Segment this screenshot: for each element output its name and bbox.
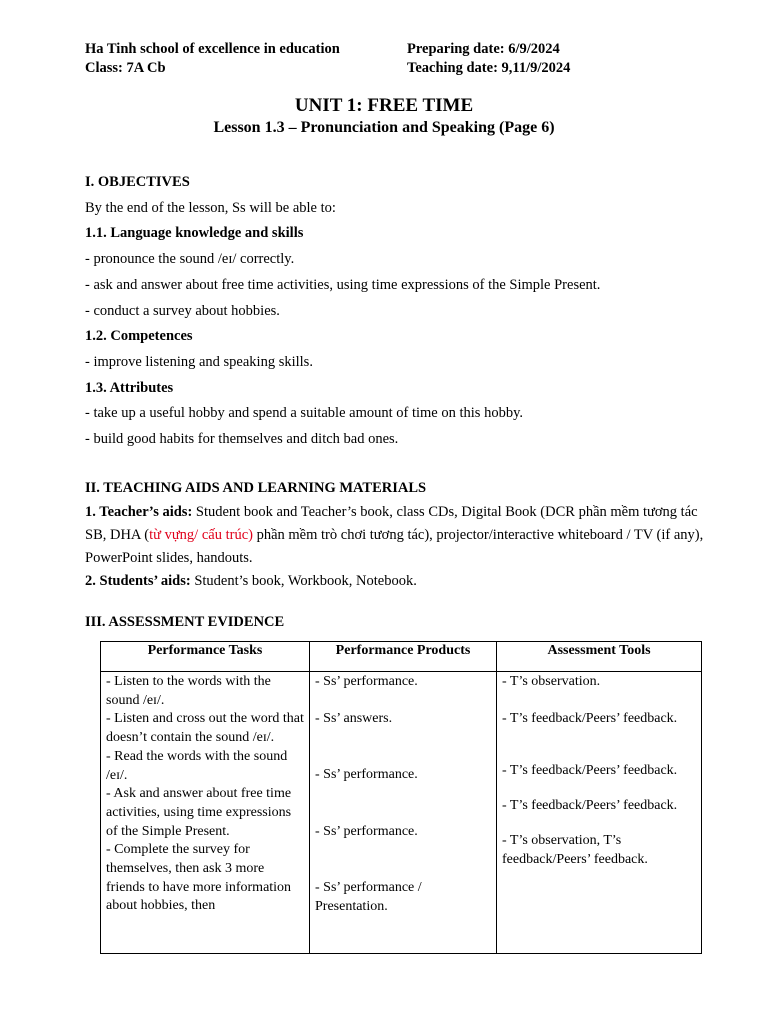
tasks-cell bbox=[101, 672, 310, 954]
objectives-heading: I. OBJECTIVES bbox=[85, 174, 190, 190]
product-item: - Ss’ performance / Presentation. bbox=[315, 879, 422, 914]
assessment-heading: III. ASSESSMENT EVIDENCE bbox=[85, 614, 285, 631]
tool-item: - T’s feedback/Peers’ feedback. bbox=[502, 763, 678, 779]
product-item: - Ss’ performance. bbox=[315, 674, 418, 689]
knowledge-heading: 1.1. Language knowledge and skills bbox=[85, 225, 304, 242]
knowledge-item: - conduct a survey about hobbies. bbox=[85, 302, 280, 319]
task-item: - Listen to the words with the sound /eɪ/. bbox=[106, 674, 271, 708]
objectives-intro: By the end of the lesson, Ss will be able to: bbox=[85, 199, 336, 216]
tool-item: - T’s feedback/Peers’ feedback. bbox=[502, 798, 678, 814]
student-aids-text: Student’s book, Workbook, Notebook. bbox=[190, 573, 417, 590]
task-item: - Read the words with the sound /eɪ/. bbox=[106, 748, 288, 783]
knowledge-item: - pronounce the sound /eɪ/ correctly. bbox=[85, 251, 295, 268]
products-cell bbox=[310, 672, 497, 954]
preparing-date: Preparing date: 6/9/2024 bbox=[407, 41, 560, 57]
unit-title: UNIT 1: FREE TIME bbox=[294, 95, 474, 116]
teacher-aids bbox=[85, 501, 707, 570]
task-item: - Ask and answer about free time activities, using time expressions of the Simple Present. bbox=[106, 786, 292, 839]
lesson-subtitle: Lesson 1.3 – Pronunciation and Speaking (Page 6) bbox=[213, 119, 555, 136]
header-right bbox=[407, 40, 707, 78]
school-name: Ha Tinh school of excellence in education bbox=[85, 41, 340, 57]
student-aids-label: 2. Students’ aids: bbox=[85, 573, 191, 590]
header-left bbox=[85, 40, 405, 78]
product-item: - Ss’ performance. bbox=[315, 824, 418, 840]
task-item: - Listen and cross out the word that doesn’t contain the sound /eɪ/. bbox=[106, 711, 304, 746]
class-name: Class: 7A Cb bbox=[85, 60, 166, 76]
attributes-item: - take up a useful hobby and spend a suitable amount of time on this hobby. bbox=[85, 405, 524, 422]
teaching-date: Teaching date: 9,11/9/2024 bbox=[407, 60, 571, 76]
column-header: Performance Tasks bbox=[101, 642, 310, 672]
competences-item: - improve listening and speaking skills. bbox=[85, 353, 313, 370]
tool-item: - T’s feedback/Peers’ feedback. bbox=[502, 710, 678, 726]
product-item: - Ss’ performance. bbox=[315, 767, 418, 783]
aids-heading: II. TEACHING AIDS AND LEARNING MATERIALS bbox=[85, 479, 427, 496]
attributes-heading: 1.3. Attributes bbox=[85, 379, 174, 396]
knowledge-item: - ask and answer about free time activities, using time expressions of the Simple Present. bbox=[85, 276, 601, 293]
table-row bbox=[101, 672, 702, 954]
teacher-aids-text-2: phần mềm trò chơi tương tác), projector/interactive whiteboard / TV (if any), PowerPoint slides, handouts. bbox=[85, 527, 704, 567]
attributes-item: - build good habits for themselves and ditch bad ones. bbox=[85, 431, 399, 448]
tool-item: - T’s observation. bbox=[502, 674, 601, 689]
tools-cell bbox=[497, 672, 702, 954]
tool-item: - T’s observation, T’s feedback/Peers’ feedback. bbox=[502, 832, 648, 867]
column-header: Performance Products bbox=[310, 642, 497, 672]
document-body bbox=[85, 170, 707, 636]
teacher-aids-label: 1. Teacher’s aids: bbox=[85, 504, 193, 521]
assessment-table bbox=[100, 641, 702, 954]
task-item: - Complete the survey for themselves, then ask 3 more friends to have more information about hobbies, then bbox=[106, 842, 292, 914]
table-header-row bbox=[101, 642, 702, 672]
student-aids bbox=[85, 570, 707, 593]
column-header: Assessment Tools bbox=[497, 642, 702, 672]
assessment-table-wrap bbox=[100, 641, 701, 954]
teacher-aids-text: Student book and Teacher’s book, class CDs, Digital Book (DCR phần mềm tương tác SB, DHA ( bbox=[85, 504, 698, 544]
competences-heading: 1.2. Competences bbox=[85, 328, 193, 345]
teacher-aids-highlight: từ vựng/ cấu trúc) bbox=[149, 527, 253, 544]
product-item: - Ss’ answers. bbox=[315, 710, 393, 726]
